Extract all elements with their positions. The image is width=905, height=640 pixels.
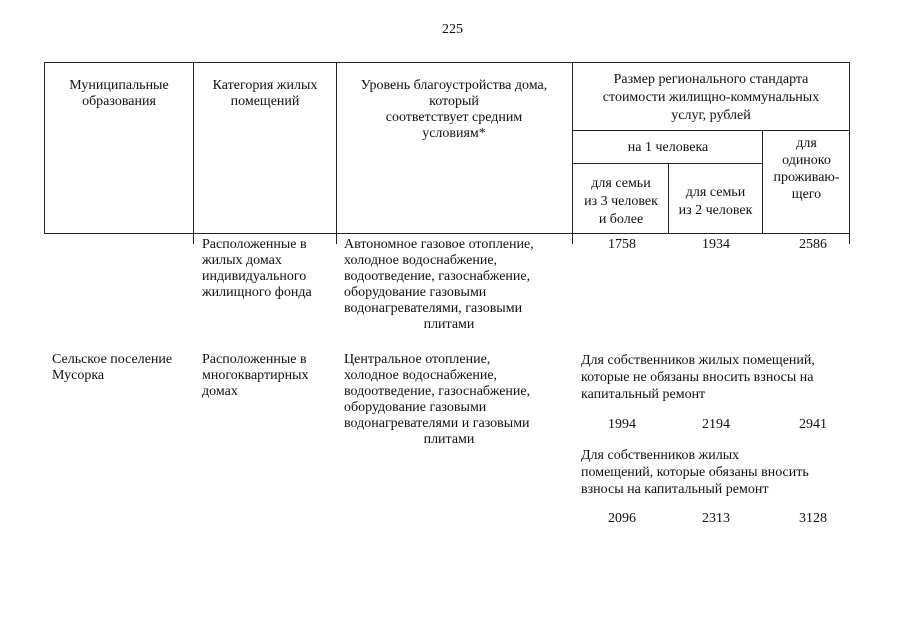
row2-level-line: водоотведение, газоснабжение, — [344, 384, 531, 399]
row2-level — [344, 352, 570, 448]
col-tick-2 — [336, 234, 337, 244]
row2-municipality-line: Сельское поселение — [52, 352, 173, 367]
header-standard-size — [576, 71, 846, 125]
row1-value-family3: 1758 — [608, 237, 636, 252]
header-right-border — [849, 62, 850, 234]
row2-note-1-line: которые не обязаны вносить взносы на — [581, 370, 814, 385]
row2-value1-family3: 1994 — [608, 417, 636, 432]
table-header — [44, 62, 850, 234]
row1-category-line: жилищного фонда — [202, 285, 312, 300]
header-standard-line: Размер регионального стандарта — [613, 72, 809, 87]
row2-level-line: Центральное отопление, — [344, 352, 491, 367]
header-standard-line: стоимости жилищно-коммунальных — [602, 90, 820, 105]
header-level-line: который — [429, 94, 479, 109]
row2-municipality — [52, 352, 197, 384]
col-tick-4 — [849, 234, 850, 244]
row1-category-line: жилых домах — [202, 253, 282, 268]
header-family-2-line: для семьи — [685, 185, 746, 200]
header-left-border — [44, 62, 45, 234]
header-category: Категория жилых помещений — [212, 78, 318, 109]
subheader-line — [572, 130, 850, 131]
row1-level-line: холодное водоснабжение, — [344, 253, 498, 268]
header-family-3-line: и более — [598, 212, 644, 227]
header-family-2 — [669, 184, 762, 220]
col-sep-2 — [336, 62, 337, 234]
header-single-line: для — [796, 136, 817, 151]
row1-value-family2: 1934 — [702, 237, 730, 252]
row2-note-1 — [581, 352, 851, 403]
page-number: 225 — [442, 22, 463, 37]
row2-value1-single: 2941 — [799, 417, 827, 432]
row2-value2-family2: 2313 — [702, 511, 730, 526]
row2-note-2-line: взносы на капитальный ремонт — [581, 482, 769, 497]
row2-value1-family2: 2194 — [702, 417, 730, 432]
header-family-2-line: из 2 человек — [678, 203, 753, 218]
row1-level — [344, 237, 570, 333]
col-sep-1 — [193, 62, 194, 234]
header-top-border — [44, 62, 850, 63]
row1-category-line: индивидуального — [202, 269, 307, 284]
row2-category-line: домах — [202, 384, 238, 399]
header-family-3-line: для семьи — [591, 176, 651, 191]
row1-level-line: водоотведение, газоснабжение, — [344, 269, 531, 284]
row2-level-line: холодное водоснабжение, — [344, 368, 498, 383]
col-tick-1 — [193, 234, 194, 244]
header-standard-line: услуг, рублей — [671, 108, 751, 123]
row2-note-2-line: Для собственников жилых — [581, 448, 740, 463]
row2-note-1-line: капитальный ремонт — [581, 387, 706, 402]
row1-level-line: оборудование газовыми — [344, 285, 487, 300]
header-single-line: щего — [791, 187, 822, 202]
row2-municipality-line: Мусорка — [52, 368, 105, 383]
row1-category-line: Расположенные в — [202, 237, 307, 252]
header-family-3-line: из 3 человек — [584, 194, 658, 209]
header-level-line: соответствует средним — [385, 110, 523, 125]
row1-category — [202, 237, 336, 301]
header-single-line: проживаю- — [773, 170, 840, 185]
col-tick-3 — [572, 234, 573, 244]
row2-level-line: оборудование газовыми — [344, 400, 487, 415]
header-single-line: одиноко — [782, 153, 831, 168]
col-sep-5 — [762, 130, 763, 234]
row2-note-1-line: Для собственников жилых помещений, — [581, 353, 815, 368]
row2-value2-family3: 2096 — [608, 511, 636, 526]
row2-category — [202, 352, 336, 400]
header-bottom-border — [44, 233, 850, 234]
header-level-line: Уровень благоустройства дома, — [360, 78, 548, 93]
header-single — [764, 135, 849, 203]
row1-value-single: 2586 — [799, 237, 827, 252]
row2-note-2-line: помещений, которые обязаны вносить — [581, 465, 809, 480]
header-per-person: на 1 человека — [627, 140, 709, 155]
row2-category-line: многоквартирных — [202, 368, 309, 383]
header-level-line: условиям* — [422, 126, 486, 141]
row2-level-line: плитами — [423, 432, 475, 447]
header-family-3 — [574, 175, 668, 229]
per-person-line — [572, 163, 762, 164]
header-municipality: Муниципальные образования — [69, 78, 169, 109]
row1-level-line: водонагревателями, газовыми — [344, 301, 523, 316]
row1-level-line: плитами — [423, 317, 475, 332]
row2-note-2 — [581, 447, 851, 498]
row2-value2-single: 3128 — [799, 511, 827, 526]
header-level — [340, 78, 568, 142]
row2-level-line: водонагревателями и газовыми — [344, 416, 530, 431]
col-sep-3 — [572, 62, 573, 234]
row2-category-line: Расположенные в — [202, 352, 307, 367]
row1-level-line: Автономное газовое отопление, — [344, 237, 534, 252]
